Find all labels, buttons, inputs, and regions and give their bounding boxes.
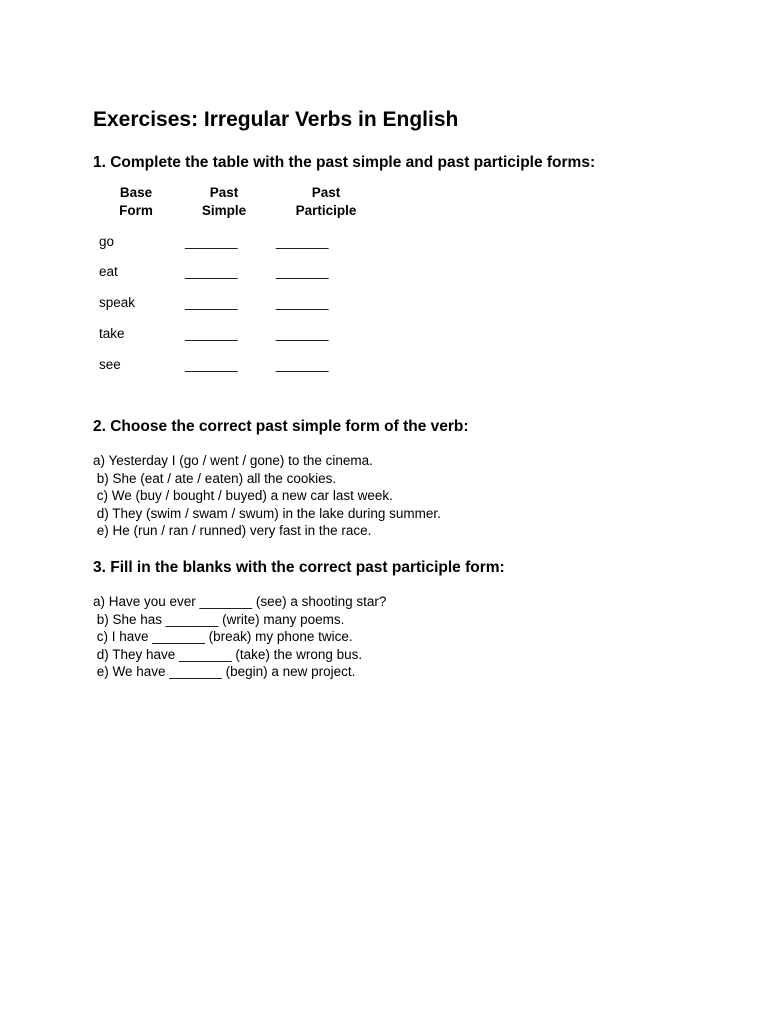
base-form: speak <box>99 295 136 310</box>
base-form: go <box>99 234 115 249</box>
column-header-line: Past <box>311 185 341 200</box>
base-form: see <box>99 357 121 372</box>
past-participle-blank: _______ <box>276 264 329 279</box>
page-title: Exercises: Irregular Verbs in English <box>93 108 459 131</box>
table-row <box>99 326 399 346</box>
list-item: d) They (swim / swam / swum) in the lake during summer. <box>93 505 441 521</box>
past-simple-blank: _______ <box>185 234 238 249</box>
table-row <box>99 357 399 377</box>
past-simple-blank: _______ <box>185 264 238 279</box>
list-item: c) I have _______ (break) my phone twice. <box>93 629 353 645</box>
list-item: d) They have _______ (take) the wrong bus. <box>93 646 363 662</box>
column-header-line: Simple <box>201 203 247 218</box>
list-item: e) We have _______ (begin) a new project. <box>93 664 356 680</box>
section-2-heading: 2. Choose the correct past simple form of the verb: <box>93 418 469 435</box>
table-row <box>99 295 399 315</box>
past-participle-blank: _______ <box>276 326 329 341</box>
past-simple-blank: _______ <box>185 326 238 341</box>
section-2-list <box>93 452 441 540</box>
column-header-line: Participle <box>295 203 357 218</box>
list-item: a) Have you ever _______ (see) a shooting star? <box>93 594 387 609</box>
past-participle-blank: _______ <box>276 295 329 310</box>
list-item: a) Yesterday I (go / went / gone) to the cinema. <box>93 453 373 468</box>
column-header-past-simple <box>194 184 254 220</box>
base-form: take <box>99 326 125 341</box>
past-simple-blank: _______ <box>185 357 238 372</box>
table-row <box>99 234 399 254</box>
list-item: b) She (eat / ate / eaten) all the cookies. <box>93 470 337 486</box>
past-simple-blank: _______ <box>185 295 238 310</box>
column-header-past-participle <box>286 184 366 220</box>
table-row <box>99 264 399 284</box>
column-header-base-form <box>112 184 160 220</box>
list-item: c) We (buy / bought / buyed) a new car last week. <box>93 488 393 504</box>
column-header-line: Form <box>119 203 153 218</box>
section-3-heading: 3. Fill in the blanks with the correct past participle form: <box>93 559 505 576</box>
base-form: eat <box>99 264 118 279</box>
column-header-line: Past <box>209 185 239 200</box>
past-participle-blank: _______ <box>276 234 329 249</box>
section-3-list <box>93 593 386 681</box>
column-header-line: Base <box>119 185 153 200</box>
list-item: b) She has _______ (write) many poems. <box>93 611 345 627</box>
list-item: e) He (run / ran / runned) very fast in the race. <box>93 523 372 539</box>
section-1-heading: 1. Complete the table with the past simple and past participle forms: <box>93 154 596 171</box>
past-participle-blank: _______ <box>276 357 329 372</box>
